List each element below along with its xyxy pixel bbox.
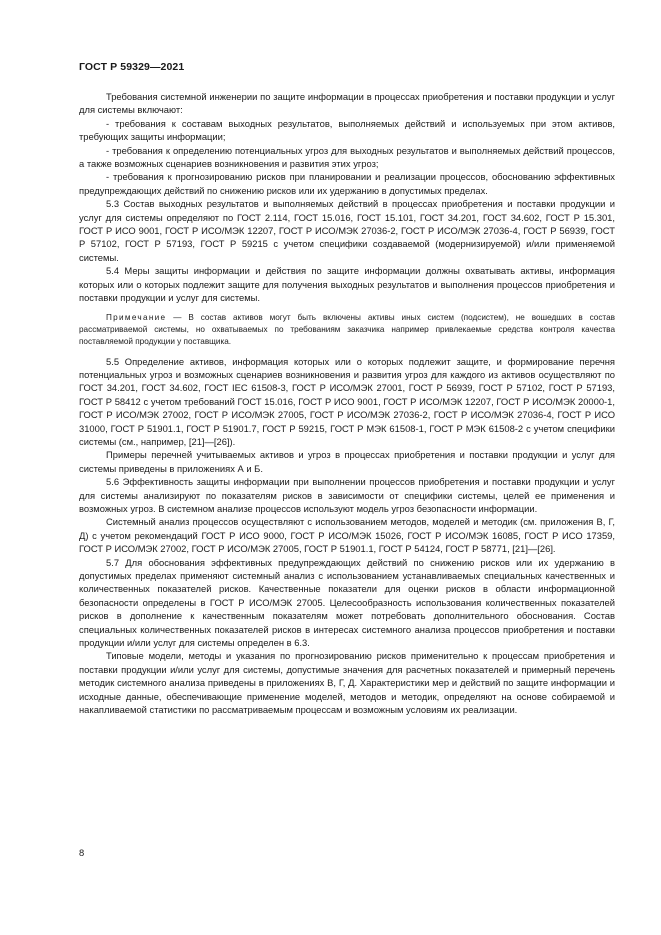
paragraph-5-5-examples: Примеры перечней учитываемых активов и угроз в процессах приобретения и поставки продукции и услуг для системы приведены в приложениях А и Б. — [79, 449, 615, 474]
paragraph-5-7: 5.7 Для обоснования эффективных предупреждающих действий по снижению рисков или их удержанию в допустимых пределах применяют системный анализ с использованием устанавливаемых специальных качественных и количественных показателей рисков. Качественные показатели для оценки рисков в области информационной безопасности определены в ГОСТ Р ИСО/МЭК 27005. Целесообразность использования количественных показателей рисков в дополнение к качественным показателям может потребовать дополнительного обоснования. Состав специальных количественных показателей рисков в интересах системного анализа процессов приобретения и поставки продукции и/или услуг для системы определен в 6.3. — [79, 556, 615, 649]
paragraph-5-5: 5.5 Определение активов, информация которых или о которых подлежит защите, и формирование перечня потенциальных угроз и возможных сценариев возникновения и развития угроз для каждого из активов осуществляют по ГОСТ 34.201, ГОСТ 34.602, ГОСТ IEC 61508-3, ГОСТ Р ИСО/МЭК 27001, ГОСТ Р 56939, ГОСТ Р 57102, ГОСТ Р 57193, ГОСТ Р 58412 с учетом требований ГОСТ 15.016, ГОСТ Р ИСО 9001, ГОСТ Р ИСО/МЭК 12207, ГОСТ Р ИСО/МЭК 20000-1, ГОСТ Р ИСО/МЭК 27002, ГОСТ Р ИСО/МЭК 27005, ГОСТ Р ИСО/МЭК 27036-2, ГОСТ Р ИСО/МЭК 27036-4, ГОСТ Р ИСО 31000, ГОСТ Р 51901.1, ГОСТ Р 51901.7, ГОСТ Р 59215, ГОСТ Р МЭК 61508-1, ГОСТ Р МЭК 61508-2 с учетом специфики системы (см., например, [21]—[26]). — [79, 355, 615, 447]
paragraph-5-3: 5.3 Состав выходных результатов и выполняемых действий в процессах приобретения и поставки продукции и услуг для системы определяют по ГОСТ 2.114, ГОСТ 15.016, ГОСТ 15.101, ГОСТ 34.201, ГОСТ 34.602, ГОСТ Р 15.301, ГОСТ Р ИСО 9001, ГОСТ Р ИСО/МЭК 12207, ГОСТ Р ИСО/МЭК 27036-2, ГОСТ Р ИСО/МЭК 27036-4, ГОСТ Р 56939, ГОСТ Р 57102, ГОСТ Р 57193, ГОСТ Р 59215 с учетом специфики создаваемой (модернизируемой) и/или применяемой системы. — [79, 198, 615, 263]
page-number: 8 — [79, 847, 85, 858]
paragraph-5-6: 5.6 Эффективность защиты информации при выполнении процессов приобретения и поставки продукции и услуг для системы анализируют по показателям рисков в зависимости от специфики системы, целей ее применения и возможных угроз. В системном анализе процессов используют модель угроз безопасности информации. — [79, 476, 615, 514]
paragraph-5-7-models: Типовые модели, методы и указания по прогнозированию рисков применительно к процессам приобретения и поставки продукции и/или услуг для системы, допустимые значения для расчетных показателей и примерный перечень методик системного анализа приведены в приложениях В, Г, Д. Характеристики мер и действий по защите информации и исходные данные, обеспечивающие применение моделей, методов и методик, определяют на основе собираемой и накапливаемой статистики по рассматриваемым процессам и возможным условиям их реализации. — [79, 650, 615, 716]
page-body — [79, 90, 615, 716]
paragraph-intro: Требования системной инженерии по защите информации в процессах приобретения и поставки продукции и услуг для системы включают: — [79, 91, 615, 116]
list-item: - требования к определению потенциальных угроз для выходных результатов и выполняемых действий процессов, а также возможных сценариев возникновения и развития этих угроз; — [79, 144, 615, 170]
note — [79, 312, 615, 348]
list-item: - требования к составам выходных результатов, выполняемых действий и используемых при этом активов, требующих защиты информации; — [79, 117, 615, 143]
note-label: Примечание — [106, 312, 167, 322]
document-header: ГОСТ Р 59329—2021 — [79, 61, 185, 73]
list-item: - требования к прогнозированию рисков при планировании и реализации процессов, обоснованию эффективных предупреждающих действий по снижению рисков или их удержанию в допустимых пределах. — [79, 171, 615, 196]
paragraph-5-4: 5.4 Меры защиты информации и действия по защите информации должны охватывать активы, информация которых или о которых подлежит защите для получения выходных результатов и выполнения процессов приобретения и поставки продукции и услуг для системы. — [79, 265, 615, 304]
note-text: — В состав активов могут быть включены активы иных систем (подсистем), не вошедших в состав рассматриваемой системы, но охватываемых по требованиям заказчика например привлекаемые средства контроля качества поставляемой продукции у поставщика. — [79, 312, 615, 346]
paragraph-5-6-analysis: Системный анализ процессов осуществляют с использованием методов, моделей и методик (см. приложения В, Г, Д) с учетом рекомендаций ГОСТ Р ИСО 9000, ГОСТ Р ИСО/МЭК 15026, ГОСТ Р ИСО/МЭК 16085, ГОСТ Р ИСО 17359, ГОСТ Р ИСО/МЭК 27002, ГОСТ Р ИСО/МЭК 27005, ГОСТ Р 51901.1, ГОСТ Р 54124, ГОСТ Р 58771, [21]—[26]. — [79, 516, 615, 555]
